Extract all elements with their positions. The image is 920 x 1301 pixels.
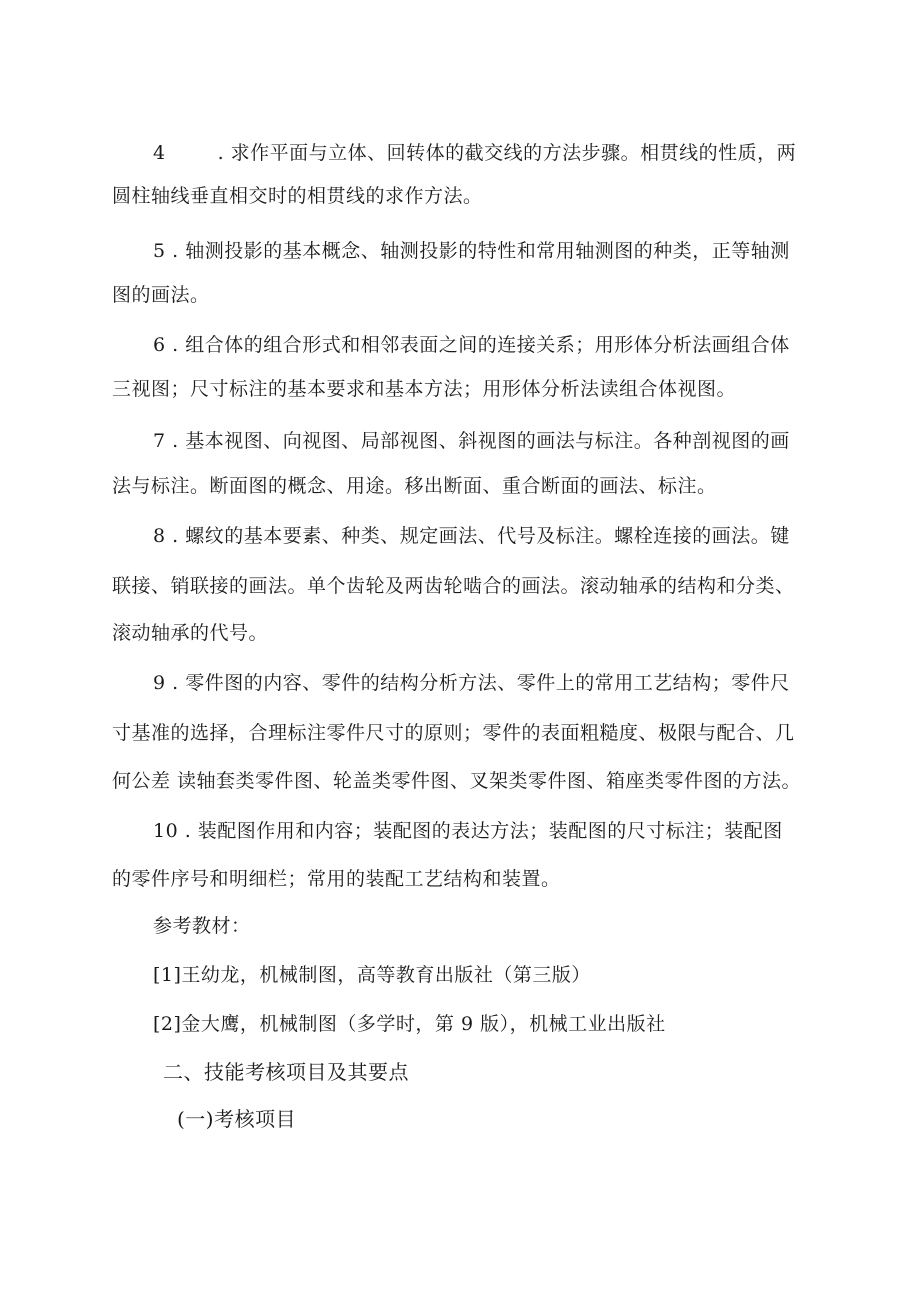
- references-label: 参考教材：: [153, 915, 251, 937]
- item-8-line-2: 联接、销联接的画法。单个齿轮及两齿轮啮合的画法。滚动轴承的结构和分类、: [112, 575, 795, 597]
- item-8-line-3: 滚动轴承的代号。: [112, 622, 269, 644]
- item-4-number: 4: [153, 142, 166, 164]
- item-5-line-1: 5 . 轴测投影的基本概念、轴测投影的特性和常用轴测图的种类，正等轴测: [153, 240, 790, 262]
- item-4-text: . 求作平面与立体、回转体的截交线的方法步骤。相贯线的性质，两: [217, 142, 797, 164]
- reference-2: [2]金大鹰，机械制图（多学时，第 9 版），机械工业出版社: [153, 1013, 666, 1035]
- item-9-line-3: 何公差 读轴套类零件图、轮盖类零件图、叉架类零件图、箱座类零件图的方法。: [112, 770, 802, 792]
- item-4-line-1: [153, 140, 796, 166]
- reference-1: [1]王幼龙，机械制图，高等教育出版社（第三版）: [153, 964, 591, 986]
- item-6-line-1: 6 . 组合体的组合形式和相邻表面之间的连接关系；用形体分析法画组合体: [153, 334, 790, 356]
- item-10-line-1: 10 . 装配图作用和内容；装配图的表达方法；装配图的尺寸标注；装配图: [153, 820, 783, 842]
- section-heading: 二、技能考核项目及其要点: [163, 1060, 409, 1084]
- item-10-line-2: 的零件序号和明细栏；常用的装配工艺结构和装置。: [112, 868, 561, 890]
- item-5-line-2: 图的画法。: [112, 284, 210, 306]
- item-4-line-2: 圆柱轴线垂直相交时的相贯线的求作方法。: [112, 185, 483, 207]
- item-6-line-2: 三视图；尺寸标注的基本要求和基本方法；用形体分析法读组合体视图。: [112, 378, 737, 400]
- item-9-line-2: 寸基准的选择，合理标注零件尺寸的原则；零件的表面粗糙度、极限与配合、几: [112, 722, 795, 744]
- item-7-line-1: 7 . 基本视图、向视图、局部视图、斜视图的画法与标注。各种剖视图的画: [153, 430, 790, 452]
- item-7-line-2: 法与标注。断面图的概念、用途。移出断面、重合断面的画法、标注。: [112, 475, 717, 497]
- subsection-heading: (一)考核项目: [177, 1107, 297, 1131]
- item-8-line-1: 8 . 螺纹的基本要素、种类、规定画法、代号及标注。螺栓连接的画法。键: [153, 525, 790, 547]
- item-9-line-1: 9 . 零件图的内容、零件的结构分析方法、零件上的常用工艺结构；零件尺: [153, 672, 790, 694]
